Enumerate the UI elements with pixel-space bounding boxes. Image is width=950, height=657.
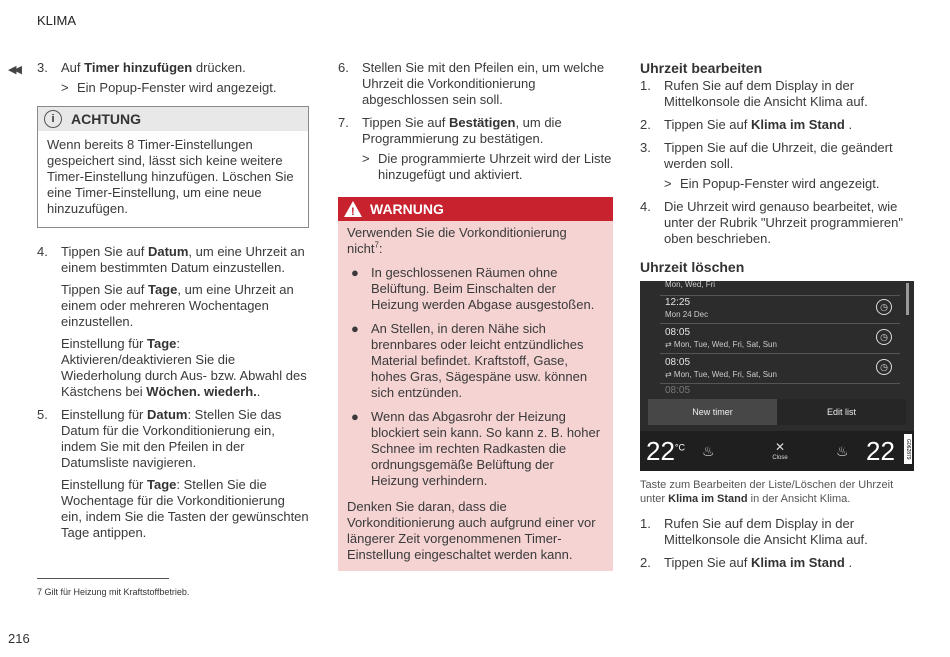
warning-header [338, 197, 613, 221]
page-number: 216 [8, 631, 30, 646]
step-5 [37, 407, 309, 541]
timer-clock-icon[interactable]: ◷ [876, 299, 892, 315]
edit-step-2: 2. Tippen Sie auf Klima im Stand . [640, 117, 853, 132]
warning-body [338, 221, 613, 571]
step-text: drücken. [192, 60, 246, 75]
warning-title: WARNUNG [370, 201, 444, 217]
column-1 [37, 60, 309, 548]
timer-row[interactable]: 12:25 Mon 24 Dec ◷ [640, 297, 904, 321]
edit-step-3: 3. Tippen Sie auf die Uhrzeit, die geändert werden soll. > Ein Popup-Fenster wird angezeigt. [640, 140, 915, 192]
step-paragraph: Einstellung für Tage: Stellen Sie die Wochentage für die Vorkonditionierung ein, indem Sie die Tasten der gewünschten Tage antippen. [61, 477, 309, 540]
edit-step-1: 1. Rufen Sie auf dem Display in der Mittelkonsole die Ansicht Klima auf. [640, 78, 868, 109]
warning-box [338, 197, 613, 571]
step-result [362, 151, 613, 183]
delete-step-2: 2. Tippen Sie auf Klima im Stand . [640, 555, 853, 570]
delete-heading: Uhrzeit löschen [640, 259, 745, 275]
step-text: Stellen Sie mit den Pfeilen ein, um welche Uhrzeit die Vorkonditionierung abgeschlossen sein soll. [362, 60, 605, 107]
step-paragraph: Einstellung für Tage: Aktivieren/deaktivieren Sie die Wiederholung durch Aus- bzw. Abwahl des Kästchens bei Wöchen. wiederh.. [61, 336, 307, 399]
step-number: 6. [338, 60, 349, 75]
step-number: 5. [37, 407, 48, 422]
right-temperature[interactable]: 22 [866, 436, 895, 466]
climate-screen-image [640, 281, 914, 471]
result-arrow-icon: > [362, 151, 370, 166]
step-number: 4. [37, 244, 48, 259]
step-number: 3. [37, 60, 48, 75]
step-paragraph: Tippen Sie auf Tage, um eine Uhrzeit an einem oder mehreren Wochentagen einzustellen. [61, 282, 294, 329]
caution-header [38, 107, 308, 131]
step-bold: Timer hinzufügen [84, 60, 193, 75]
step-paragraph: Tippen Sie auf Datum, um eine Uhrzeit an einem bestimmten Datum einzustellen. [61, 244, 305, 275]
footnote-divider [37, 578, 169, 579]
step-text: Auf [61, 60, 85, 75]
new-timer-button[interactable]: New timer [648, 399, 777, 425]
result-arrow-icon: > [61, 80, 69, 95]
step-result [61, 80, 309, 96]
timer-button-bar [648, 399, 906, 425]
warning-bullet: ● An Stellen, in deren Nähe sich brennbares oder leicht entzündliches Material befindet. Kraftstoff, Gase, hohes Gras, Sägespäne usw. können sich entzünden. [351, 321, 588, 400]
image-caption: Taste zum Bearbeiten der Liste/Löschen der Uhrzeit unter Klima im Stand in der Ansicht Klima. [640, 479, 894, 505]
caution-text: Wenn bereits 8 Timer-Einstellungen gespeichert sind, lässt sich keine weitere Timer-Einstellung hinzufügen. Löschen Sie eine Timer-Einstellung, um eine neue hinzuzufügen. [47, 137, 294, 216]
step-6 [338, 60, 613, 108]
step-result: > Ein Popup-Fenster wird angezeigt. [664, 176, 880, 191]
footnote: 7 Gilt für Heizung mit Kraftstoffbetrieb. [37, 587, 190, 597]
timer-row[interactable]: 08:05 ⇄ Mon, Tue, Wed, Fri, Sat, Sun ◷ [640, 327, 904, 351]
double-left-arrow-icon[interactable]: ◀◀ [8, 64, 19, 76]
warning-bullet: ● In geschlossenen Räumen ohne Belüftung. Beim Einschalten der Heizung werden Abgase ausgestoßen. [351, 265, 595, 312]
step-4 [37, 244, 309, 400]
image-id-tag: G062879 [904, 434, 912, 464]
climate-bottom-bar [640, 431, 914, 471]
left-temperature[interactable]: $22^{^\circ C}$ [646, 436, 686, 466]
column-3 [640, 60, 915, 578]
result-arrow-icon: > [664, 176, 672, 191]
result-text: Die programmierte Uhrzeit wird der Liste hinzugefügt und aktiviert. [378, 151, 612, 182]
timer-clock-icon[interactable]: ◷ [876, 359, 892, 375]
timer-row: Mon, Wed, Fri [665, 280, 716, 289]
result-text: Ein Popup-Fenster wird angezeigt. [77, 80, 277, 95]
timer-clock-icon[interactable]: ◷ [876, 329, 892, 345]
caution-title: ACHTUNG [71, 111, 141, 127]
edit-heading: Uhrzeit bearbeiten [640, 60, 763, 76]
timer-row[interactable]: 08:05 ⇄ Mon, Tue, Wed, Fri, Sat, Sun ◷ [640, 357, 904, 381]
footnote-ref[interactable]: 7 [374, 240, 379, 250]
warning-triangle-icon: ! [344, 201, 362, 217]
scrollbar [906, 283, 909, 315]
warning-bullet: ● Wenn das Abgasrohr der Heizung blockiert sein kann. So kann z. B. hoher Schnee im rechten Radkasten die ordnungsgemäße Belüftung der Heizung verhindern. [351, 409, 601, 488]
warning-intro: Verwenden Sie die Vorkonditionierung nicht$^7$: [347, 225, 567, 256]
close-button[interactable]: ✕ Close [772, 440, 788, 461]
delete-step-1: 1. Rufen Sie auf dem Display in der Mittelkonsole die Ansicht Klima auf. [640, 516, 868, 547]
info-icon: i [44, 110, 62, 128]
warning-outro: Denken Sie daran, dass die Vorkonditionierung auch aufgrund einer vor längerer Zeit vorgenommenen Timer-Einstellung eingeschaltet werden kann. [347, 499, 596, 562]
section-header: KLIMA [37, 13, 77, 28]
column-2 [338, 60, 613, 571]
timer-row: 08:05 [665, 385, 691, 396]
seat-heat-right-icon[interactable]: ♨ [836, 443, 849, 459]
step-3 [37, 60, 309, 96]
seat-heat-left-icon[interactable]: ♨ [702, 443, 715, 459]
edit-step-4: 4. Die Uhrzeit wird genauso bearbeitet, wie unter der Rubrik "Uhrzeit programmieren" oben beschrieben. [640, 199, 903, 246]
caution-box [37, 106, 309, 228]
bullet-icon: ● [351, 321, 359, 336]
bullet-icon: ● [351, 409, 359, 424]
step-7: 7. Tippen Sie auf Bestätigen, um die Programmierung zu bestätigen. > Die programmierte Uhrzeit wird der Liste hinzugefügt und aktiviert. [338, 115, 612, 182]
edit-list-button[interactable]: Edit list [777, 399, 906, 425]
step-paragraph: Einstellung für Datum: Stellen Sie das Datum für die Vorkonditionierung ein, indem Sie mit den Pfeilen in der Datumsliste navigieren. [61, 407, 282, 470]
bullet-icon: ● [351, 265, 359, 280]
step-number: 7. [338, 115, 349, 130]
